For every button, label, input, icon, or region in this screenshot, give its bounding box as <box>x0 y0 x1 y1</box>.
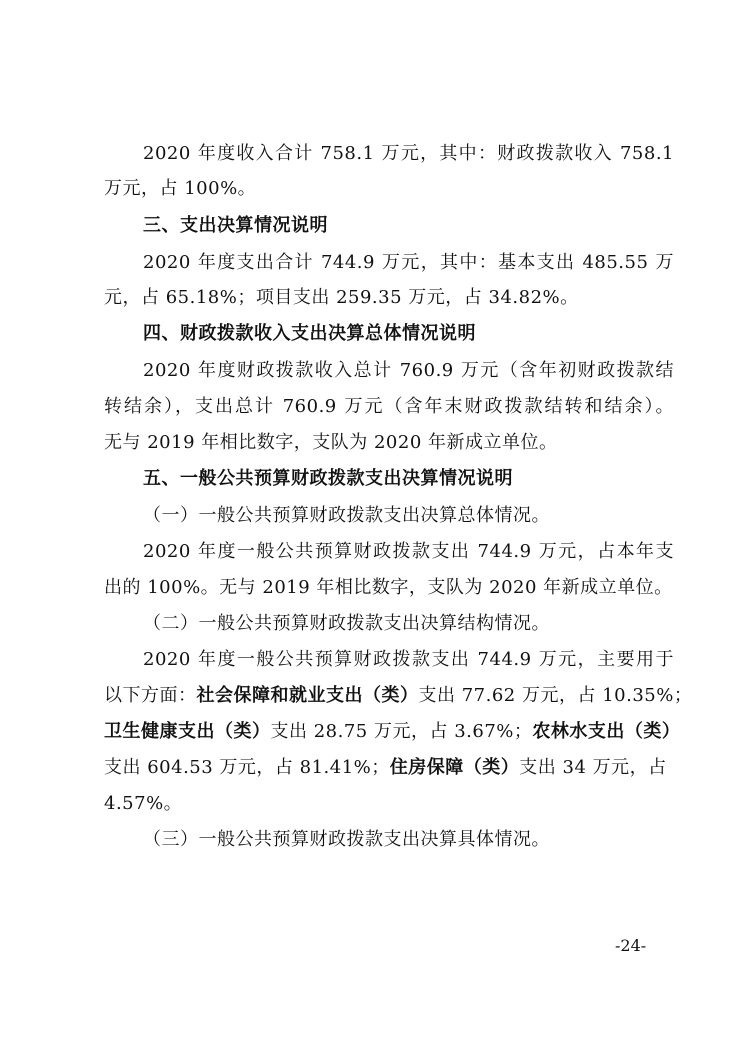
paragraph-structure-line3 <box>104 720 681 744</box>
category-housing: 住房保障（类） <box>389 757 520 778</box>
paragraph-structure-line2 <box>104 684 693 708</box>
paragraph-general-line1: 2020 年度一般公共预算财政拨款支出 744.9 万元，占本年支 <box>143 541 674 562</box>
paragraph-overall-line2: 转结余），支出总计 760.9 万元（含年末财政拨款结转和结余）。 <box>104 396 674 417</box>
page-number: -24- <box>615 936 647 955</box>
paragraph-income-line2: 万元，占 100%。 <box>104 178 257 199</box>
category-health: 卫生健康支出（类） <box>104 721 271 742</box>
agriculture-amount: 支出 604.53 万元，占 81.41%； <box>104 757 390 778</box>
social-security-amount: 支出 77.62 万元，占 10.35%； <box>418 685 693 706</box>
subheading-3: （三）一般公共预算财政拨款支出决算具体情况。 <box>143 829 550 850</box>
section-heading-3: 三、支出决算情况说明 <box>143 215 328 236</box>
category-social-security: 社会保障和就业支出（类） <box>196 685 419 706</box>
section-heading-5: 五、一般公共预算财政拨款支出决算情况说明 <box>143 468 513 489</box>
subheading-1: （一）一般公共预算财政拨款支出决算总体情况。 <box>143 505 550 526</box>
category-agriculture: 农林水支出（类） <box>532 721 681 742</box>
paragraph-expense-line2: 元，占 65.18%；项目支出 259.35 万元，占 34.82%。 <box>104 287 579 308</box>
paragraph-structure-line1: 2020 年度一般公共预算财政拨款支出 744.9 万元，主要用于 <box>143 649 674 670</box>
housing-amount: 支出 34 万元，占 <box>519 757 667 778</box>
health-amount: 支出 28.75 万元，占 3.67%； <box>270 721 533 742</box>
paragraph-expense-line1: 2020 年度支出合计 744.9 万元，其中：基本支出 485.55 万 <box>143 252 674 273</box>
subheading-2: （二）一般公共预算财政拨款支出决算结构情况。 <box>143 613 550 634</box>
paragraph-structure-line5: 4.57%。 <box>104 793 183 814</box>
paragraph-structure-line4 <box>104 756 674 780</box>
structure-intro-text: 以下方面： <box>104 685 197 706</box>
paragraph-income-line1: 2020 年度收入合计 758.1 万元，其中：财政拨款收入 758.1 <box>143 143 674 164</box>
paragraph-overall-line1: 2020 年度财政拨款收入总计 760.9 万元（含年初财政拨款结 <box>143 360 674 381</box>
section-heading-4: 四、财政拨款收入支出决算总体情况说明 <box>143 323 476 344</box>
paragraph-overall-line3: 无与 2019 年相比数字，支队为 2020 年新成立单位。 <box>104 432 558 453</box>
paragraph-general-line2: 出的 100%。无与 2019 年相比数字，支队为 2020 年新成立单位。 <box>104 577 673 598</box>
